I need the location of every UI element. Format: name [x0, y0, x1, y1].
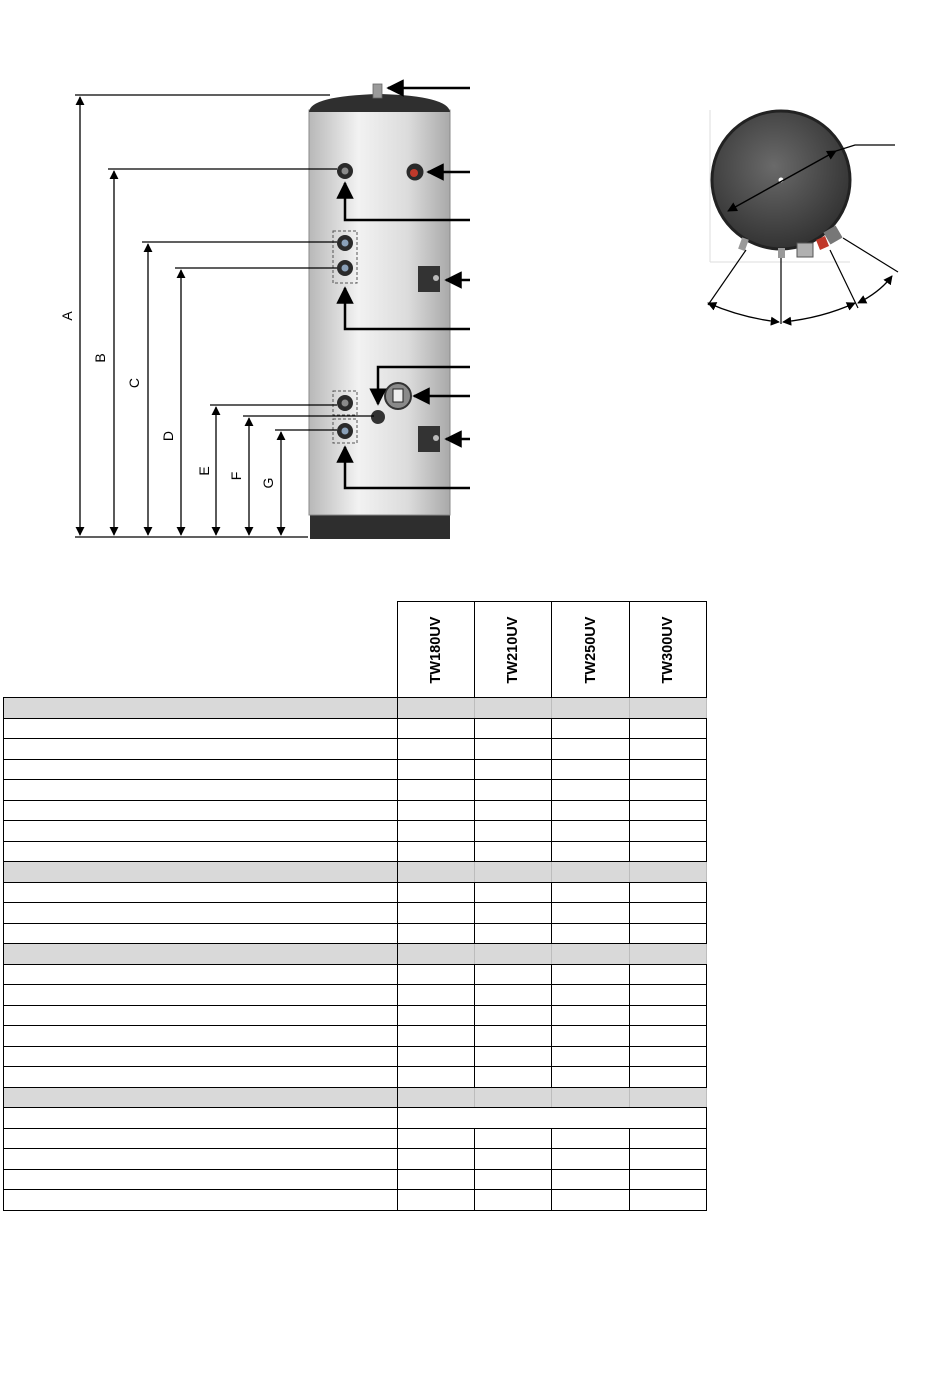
row-value-cell [552, 964, 630, 985]
row-value-cell [630, 985, 707, 1006]
row-value-cell [630, 718, 707, 739]
row-label-cell [4, 923, 398, 944]
row-value-cell [398, 1046, 475, 1067]
model-name-3: TW250UV [582, 616, 599, 683]
lower-connection-1-icon [337, 395, 353, 411]
section-value-cell [552, 944, 630, 965]
row-label-cell [4, 800, 398, 821]
row-value-cell [630, 1067, 707, 1088]
row-value-cell [552, 1046, 630, 1067]
row-value-cell [630, 1046, 707, 1067]
row-value-cell [475, 964, 552, 985]
dim-label-d: D [160, 430, 176, 442]
row-value-cell [398, 923, 475, 944]
table-row [4, 1190, 707, 1211]
table-row [4, 1005, 707, 1026]
row-label-cell [4, 718, 398, 739]
row-value-cell [552, 841, 630, 862]
row-value-cell [398, 718, 475, 739]
table-row [4, 923, 707, 944]
model-header-cell [630, 602, 707, 698]
row-label-cell [4, 841, 398, 862]
row-value-cell [630, 821, 707, 842]
model-header-row [4, 602, 707, 698]
row-label-cell [4, 1149, 398, 1170]
row-value-cell [398, 759, 475, 780]
row-label-cell [4, 1190, 398, 1211]
row-label-cell [4, 739, 398, 760]
model-header-cell [475, 602, 552, 698]
row-value-cell [398, 882, 475, 903]
row-value-cell [630, 1005, 707, 1026]
model-name-4: TW300UV [660, 616, 676, 683]
section-value-cell [398, 1087, 475, 1108]
table-row [4, 759, 707, 780]
row-value-cell [630, 1169, 707, 1190]
row-label-cell [4, 1005, 398, 1026]
table-row [4, 780, 707, 801]
row-value-cell [398, 800, 475, 821]
row-value-cell [552, 759, 630, 780]
table-row [4, 903, 707, 924]
section-title-cell [4, 698, 398, 719]
coil-flow-icon [337, 235, 353, 251]
section-value-cell [398, 944, 475, 965]
drain-point-icon [371, 410, 385, 424]
row-value-cell [630, 780, 707, 801]
row-value-cell [552, 985, 630, 1006]
row-label-cell [4, 1046, 398, 1067]
row-value-cell [552, 1128, 630, 1149]
row-value-cell [398, 821, 475, 842]
spec-table-body [4, 602, 707, 1211]
table-row [4, 1169, 707, 1190]
row-value-cell [475, 821, 552, 842]
row-value-cell [475, 1190, 552, 1211]
row-value-cell [398, 1128, 475, 1149]
row-value-cell [630, 923, 707, 944]
row-value-cell [630, 1190, 707, 1211]
section-value-cell [398, 698, 475, 719]
row-value-cell [398, 903, 475, 924]
section-value-cell [630, 862, 707, 883]
table-row [4, 718, 707, 739]
row-label-cell [4, 903, 398, 924]
row-value-cell [398, 1149, 475, 1170]
dim-label-e: E [196, 466, 212, 476]
row-value-cell [475, 718, 552, 739]
lower-connection-2-icon [337, 423, 353, 439]
model-header-cell [398, 602, 475, 698]
row-value-cell [552, 1005, 630, 1026]
row-value-cell [475, 739, 552, 760]
lower-thermostat-pocket-icon [418, 426, 440, 452]
dim-label-b: B [92, 353, 108, 363]
row-value-cell [552, 739, 630, 760]
section-value-cell [475, 862, 552, 883]
row-value-cell [475, 841, 552, 862]
row-value-cell [398, 739, 475, 760]
thermostat-pocket-icon [418, 266, 440, 292]
row-label-cell [4, 964, 398, 985]
row-value-cell [475, 780, 552, 801]
row-label-cell [4, 1026, 398, 1047]
table-row [4, 1026, 707, 1047]
table-row [4, 1067, 707, 1088]
section-value-cell [630, 1087, 707, 1108]
merged-value-cell [398, 1108, 707, 1129]
upper-connection-icon [337, 163, 353, 179]
row-value-cell [630, 1128, 707, 1149]
section-header-row [4, 698, 707, 719]
section-header-row [4, 944, 707, 965]
row-label-cell [4, 1128, 398, 1149]
table-row [4, 985, 707, 1006]
row-value-cell [630, 903, 707, 924]
table-row [4, 964, 707, 985]
row-value-cell [630, 1026, 707, 1047]
section-value-cell [552, 1087, 630, 1108]
row-label-cell [4, 1169, 398, 1190]
row-value-cell [630, 739, 707, 760]
row-label-cell [4, 1067, 398, 1088]
table-row [4, 841, 707, 862]
cylinder-base [310, 512, 450, 539]
row-value-cell [630, 964, 707, 985]
row-label-cell [4, 780, 398, 801]
spec-table [3, 601, 707, 1211]
dim-label-g: G [260, 477, 276, 489]
row-value-cell [475, 1149, 552, 1170]
row-value-cell [475, 985, 552, 1006]
row-value-cell [630, 759, 707, 780]
section-value-cell [398, 862, 475, 883]
row-value-cell [475, 1026, 552, 1047]
section-title-cell [4, 1087, 398, 1108]
table-row [4, 821, 707, 842]
row-value-cell [398, 1005, 475, 1026]
immersion-heater-icon [385, 383, 411, 409]
row-value-cell [475, 903, 552, 924]
row-value-cell [552, 923, 630, 944]
dim-label-f: F [228, 471, 244, 481]
table-row [4, 1128, 707, 1149]
row-value-cell [552, 882, 630, 903]
relief-valve-icon [407, 164, 424, 181]
row-value-cell [552, 1149, 630, 1170]
model-header-cell [552, 602, 630, 698]
row-value-cell [552, 1026, 630, 1047]
table-row [4, 739, 707, 760]
coil-return-icon [337, 260, 353, 276]
section-value-cell [552, 862, 630, 883]
row-value-cell [398, 985, 475, 1006]
top-view-stub-1 [738, 237, 749, 251]
section-value-cell [475, 698, 552, 719]
section-title-cell [4, 862, 398, 883]
row-value-cell [552, 903, 630, 924]
dimension-labels [59, 311, 276, 489]
row-value-cell [398, 1067, 475, 1088]
table-row [4, 1149, 707, 1170]
row-value-cell [475, 1046, 552, 1067]
row-value-cell [475, 1067, 552, 1088]
cylinder-side-view [309, 84, 450, 539]
model-name-2: TW210UV [505, 616, 521, 683]
row-value-cell [552, 1067, 630, 1088]
cylinder-dimension-diagram [0, 0, 950, 560]
row-value-cell [552, 800, 630, 821]
section-value-cell [475, 1087, 552, 1108]
row-value-cell [630, 882, 707, 903]
section-value-cell [552, 698, 630, 719]
row-value-cell [552, 821, 630, 842]
table-row [4, 1108, 707, 1129]
row-value-cell [552, 1190, 630, 1211]
row-value-cell [398, 1190, 475, 1211]
row-value-cell [552, 780, 630, 801]
row-label-cell [4, 985, 398, 1006]
section-header-row [4, 862, 707, 883]
row-label-cell [4, 1108, 398, 1129]
row-value-cell [398, 841, 475, 862]
row-value-cell [475, 923, 552, 944]
section-value-cell [630, 944, 707, 965]
table-row [4, 1046, 707, 1067]
top-view-stub-3 [797, 243, 813, 257]
row-value-cell [475, 759, 552, 780]
table-row [4, 882, 707, 903]
row-label-cell [4, 759, 398, 780]
row-value-cell [475, 1005, 552, 1026]
cylinder-top-view [708, 110, 898, 324]
row-value-cell [475, 800, 552, 821]
top-view-stub-2 [778, 248, 785, 258]
row-value-cell [630, 800, 707, 821]
section-title-cell [4, 944, 398, 965]
row-value-cell [630, 841, 707, 862]
row-value-cell [475, 1128, 552, 1149]
row-value-cell [552, 1169, 630, 1190]
table-row [4, 800, 707, 821]
row-value-cell [398, 780, 475, 801]
section-value-cell [475, 944, 552, 965]
row-value-cell [630, 1149, 707, 1170]
row-value-cell [475, 1169, 552, 1190]
row-value-cell [475, 882, 552, 903]
dim-label-c: C [126, 377, 142, 389]
dim-label-a: A [59, 311, 75, 321]
row-value-cell [398, 1026, 475, 1047]
row-value-cell [398, 1169, 475, 1190]
row-value-cell [398, 964, 475, 985]
row-label-cell [4, 882, 398, 903]
section-header-row [4, 1087, 707, 1108]
model-name-1: TW180UV [428, 616, 444, 683]
top-outlet-pipe [373, 84, 382, 98]
section-value-cell [630, 698, 707, 719]
row-value-cell [552, 718, 630, 739]
row-label-cell [4, 821, 398, 842]
header-corner-cell [4, 602, 398, 698]
